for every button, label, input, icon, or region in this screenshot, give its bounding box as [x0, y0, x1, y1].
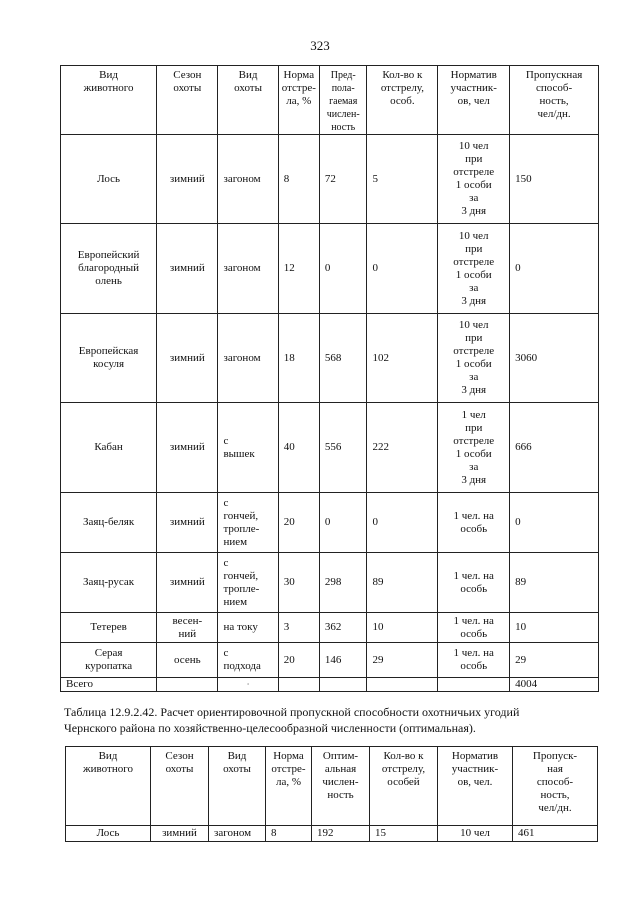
participants-cell: 10 чел при отстреле 1 особи за 3 дня — [438, 135, 510, 224]
quota-cell: 5 — [367, 135, 438, 224]
empty-cell — [278, 678, 319, 692]
capacity-table-optimal — [65, 746, 598, 842]
method-cell: загоном — [209, 826, 266, 842]
animal-cell: Лось — [66, 826, 151, 842]
table-row — [61, 613, 599, 643]
method-cell: с подхода — [218, 643, 278, 678]
animal-cell: Серая куропатка — [61, 643, 157, 678]
table2-body — [66, 826, 598, 842]
norm-cell: 40 — [278, 403, 319, 493]
t2-header-cell: Норма отстре- ла, % — [266, 747, 312, 826]
table-caption — [64, 704, 596, 736]
t2-header-cell: Сезон охоты — [151, 747, 209, 826]
season-cell: зимний — [157, 403, 218, 493]
quota-cell: 102 — [367, 314, 438, 403]
capacity-table-current — [60, 65, 599, 692]
season-cell: зимний — [157, 314, 218, 403]
animal-cell: Заяц-русак — [61, 553, 157, 613]
table-row — [61, 135, 599, 224]
population-cell: 146 — [319, 643, 367, 678]
participants-cell: 10 чел — [438, 826, 513, 842]
caption-line: Чернского района по хозяйственно-целесообразной численности (оптимальная). — [64, 721, 476, 735]
animal-cell: Лось — [61, 135, 157, 224]
population-cell: 0 — [319, 493, 367, 553]
t1-header-cell: Сезон охоты — [157, 66, 218, 135]
t2-header-cell: Кол-во к отстрелу, особей — [370, 747, 438, 826]
capacity-cell: 0 — [510, 493, 599, 553]
table-row — [61, 314, 599, 403]
caption-line: Таблица 12.9.2.42. Расчет ориентировочной пропускной способности охотничьих угодий — [64, 705, 520, 719]
capacity-cell: 3060 — [510, 314, 599, 403]
season-cell: весен- ний — [157, 613, 218, 643]
capacity-cell: 0 — [510, 224, 599, 314]
season-cell: зимний — [151, 826, 209, 842]
t1-header-cell: Пред- пола- гаемая числен- ность — [319, 66, 367, 135]
animal-cell: Европейская косуля — [61, 314, 157, 403]
quota-cell: 15 — [370, 826, 438, 842]
t2-header-cell: Вид животного — [66, 747, 151, 826]
t1-header-cell: Пропускная способ- ность, чел/дн. — [510, 66, 599, 135]
method-cell: с гончей, тропле- нием — [218, 553, 278, 613]
norm-cell: 8 — [278, 135, 319, 224]
participants-cell: 10 чел при отстреле 1 особи за 3 дня — [438, 314, 510, 403]
table-row — [61, 553, 599, 613]
population-cell: 72 — [319, 135, 367, 224]
norm-cell: 18 — [278, 314, 319, 403]
table-row — [61, 224, 599, 314]
capacity-cell: 150 — [510, 135, 599, 224]
total-label: Всего — [61, 678, 157, 692]
t2-header-cell: Оптим- альная числен- ность — [312, 747, 370, 826]
season-cell: зимний — [157, 493, 218, 553]
norm-cell: 3 — [278, 613, 319, 643]
t1-header-cell: Кол-во к отстрелу, особ. — [367, 66, 438, 135]
empty-cell — [157, 678, 218, 692]
total-value: 4004 — [510, 678, 599, 692]
empty-cell — [438, 678, 510, 692]
t1-header-cell: Норма отстре- ла, % — [278, 66, 319, 135]
table-row — [66, 826, 598, 842]
table1-total-row — [61, 678, 599, 692]
empty-cell: · — [218, 678, 278, 692]
method-cell: загоном — [218, 135, 278, 224]
season-cell: зимний — [157, 224, 218, 314]
participants-cell: 1 чел. на особь — [438, 493, 510, 553]
capacity-cell: 89 — [510, 553, 599, 613]
table2-header-row — [66, 747, 598, 826]
capacity-cell: 666 — [510, 403, 599, 493]
norm-cell: 20 — [278, 493, 319, 553]
quota-cell: 10 — [367, 613, 438, 643]
norm-cell: 8 — [266, 826, 312, 842]
t2-header-cell: Пропуск- ная способ- ность, чел/дн. — [513, 747, 598, 826]
capacity-cell: 29 — [510, 643, 599, 678]
method-cell: загоном — [218, 314, 278, 403]
quota-cell: 222 — [367, 403, 438, 493]
season-cell: осень — [157, 643, 218, 678]
table-row — [61, 643, 599, 678]
quota-cell: 89 — [367, 553, 438, 613]
population-cell: 568 — [319, 314, 367, 403]
page-number: 323 — [310, 38, 330, 53]
capacity-cell: 461 — [513, 826, 598, 842]
participants-cell: 10 чел при отстреле 1 особи за 3 дня — [438, 224, 510, 314]
method-cell: на току — [218, 613, 278, 643]
table-row — [61, 403, 599, 493]
animal-cell: Тетерев — [61, 613, 157, 643]
method-cell: загоном — [218, 224, 278, 314]
t1-header-cell: Норматив участник- ов, чел — [438, 66, 510, 135]
animal-cell: Заяц-беляк — [61, 493, 157, 553]
season-cell: зимний — [157, 553, 218, 613]
capacity-cell: 10 — [510, 613, 599, 643]
t2-header-cell: Вид охоты — [209, 747, 266, 826]
population-cell: 298 — [319, 553, 367, 613]
population-cell: 0 — [319, 224, 367, 314]
population-cell: 192 — [312, 826, 370, 842]
quota-cell: 0 — [367, 493, 438, 553]
participants-cell: 1 чел. на особь — [438, 553, 510, 613]
t1-header-cell: Вид животного — [61, 66, 157, 135]
method-cell: с гончей, тропле- нием — [218, 493, 278, 553]
participants-cell: 1 чел. на особь — [438, 643, 510, 678]
empty-cell — [367, 678, 438, 692]
method-cell: с вышек — [218, 403, 278, 493]
population-cell: 556 — [319, 403, 367, 493]
table1-header-row — [61, 66, 599, 135]
participants-cell: 1 чел при отстреле 1 особи за 3 дня — [438, 403, 510, 493]
empty-cell — [319, 678, 367, 692]
t2-header-cell: Норматив участник- ов, чел. — [438, 747, 513, 826]
season-cell: зимний — [157, 135, 218, 224]
quota-cell: 0 — [367, 224, 438, 314]
norm-cell: 12 — [278, 224, 319, 314]
norm-cell: 30 — [278, 553, 319, 613]
population-cell: 362 — [319, 613, 367, 643]
animal-cell: Кабан — [61, 403, 157, 493]
norm-cell: 20 — [278, 643, 319, 678]
animal-cell: Европейский благородный олень — [61, 224, 157, 314]
t1-header-cell: Вид охоты — [218, 66, 278, 135]
table1-body — [61, 135, 599, 678]
table-row — [61, 493, 599, 553]
quota-cell: 29 — [367, 643, 438, 678]
participants-cell: 1 чел. на особь — [438, 613, 510, 643]
